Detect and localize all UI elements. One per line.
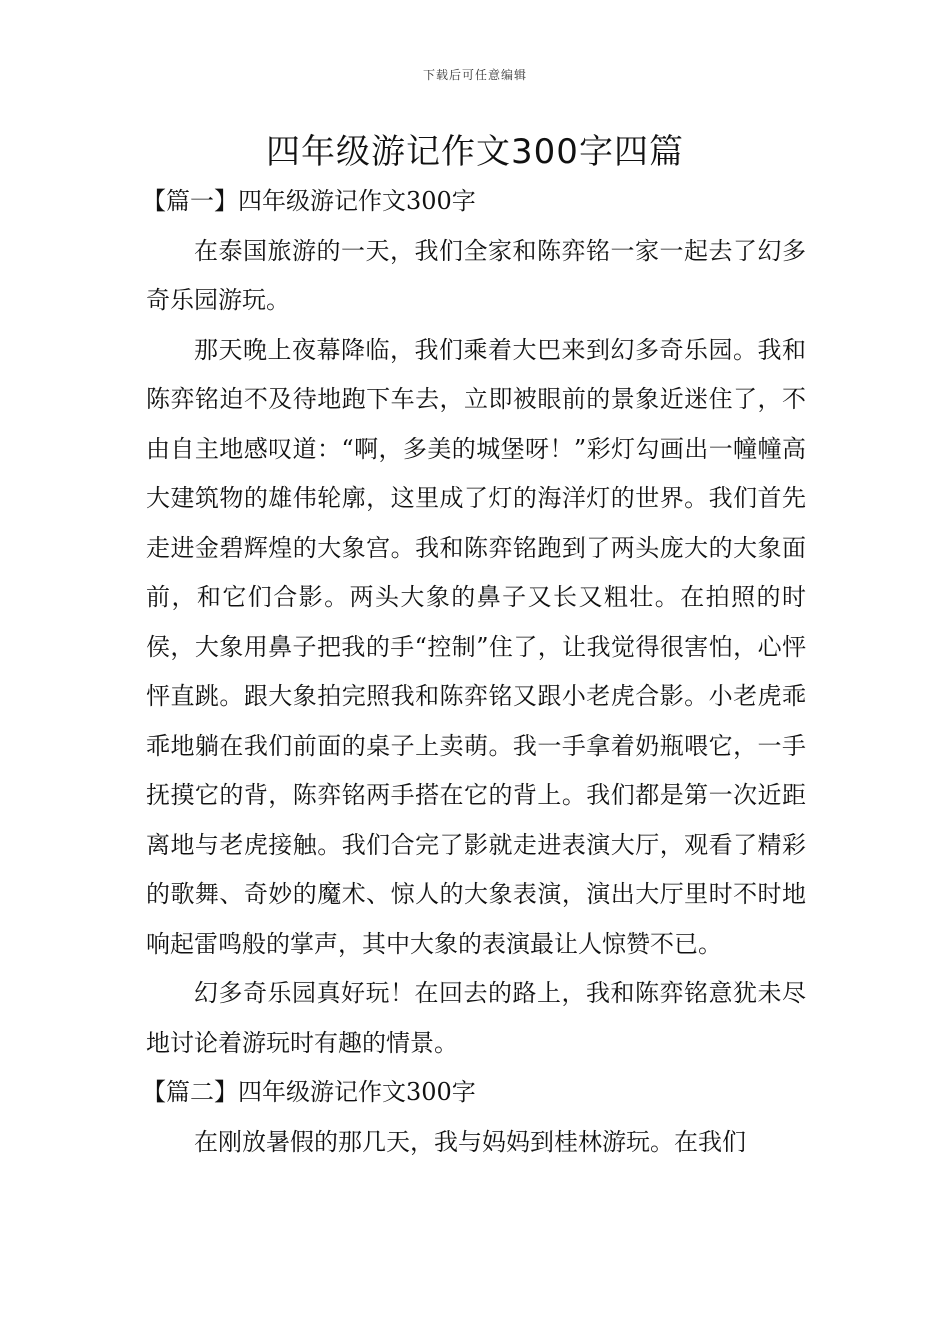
paragraph: 在刚放暑假的那几天，我与妈妈到桂林游玩。在我们 (194, 1127, 746, 1156)
header-note: 下载后可任意编辑 (422, 68, 527, 82)
section-heading: 【篇二】四年级游记作文300字 (142, 1078, 476, 1106)
section-heading: 【篇一】四年级游记作文300字 (142, 187, 476, 215)
section-2 (142, 1068, 806, 1167)
document-title: 四年级游记作文300字四篇 (266, 132, 684, 172)
section-1 (142, 177, 806, 1068)
paragraph: 在泰国旅游的一天，我们全家和陈弈铭一家一起去了幻多奇乐园游玩。 (146, 236, 806, 314)
paragraph: 幻多奇乐园真好玩！在回去的路上，我和陈弈铭意犹未尽地讨论着游玩时有趣的情景。 (146, 979, 806, 1057)
paragraph: 那天晚上夜幕降临，我们乘着大巴来到幻多奇乐园。我和陈弈铭迫不及待地跑下车去，立即被眼前的景象近迷住了，不由自主地感叹道：“啊，多美的城堡呀！”彩灯勾画出一幢幢高大建筑物的雄伟轮廓，这里成了灯的海洋灯的世界。我们首先走进金碧辉煌的大象宫。我和陈弈铭跑到了两头庞大的大象面前，和它们合影。两头大象的鼻子又长又粗壮。在拍照的时侯，大象用鼻子把我的手“控制”住了，让我觉得很害怕，心怦怦直跳。跟大象拍完照我和陈弈铭又跟小老虎合影。小老虎乖乖地躺在我们前面的桌子上卖萌。我一手拿着奶瓶喂它，一手抚摸它的背，陈弈铭两手搭在它的背上。我们都是第一次近距离地与老虎接触。我们合完了影就走进表演大厅，观看了精彩的歌舞、奇妙的魔术、惊人的大象表演，演出大厅里时不时地响起雷鸣般的掌声，其中大象的表演最让人惊赞不已。 (146, 335, 806, 958)
document-body (142, 177, 806, 1167)
